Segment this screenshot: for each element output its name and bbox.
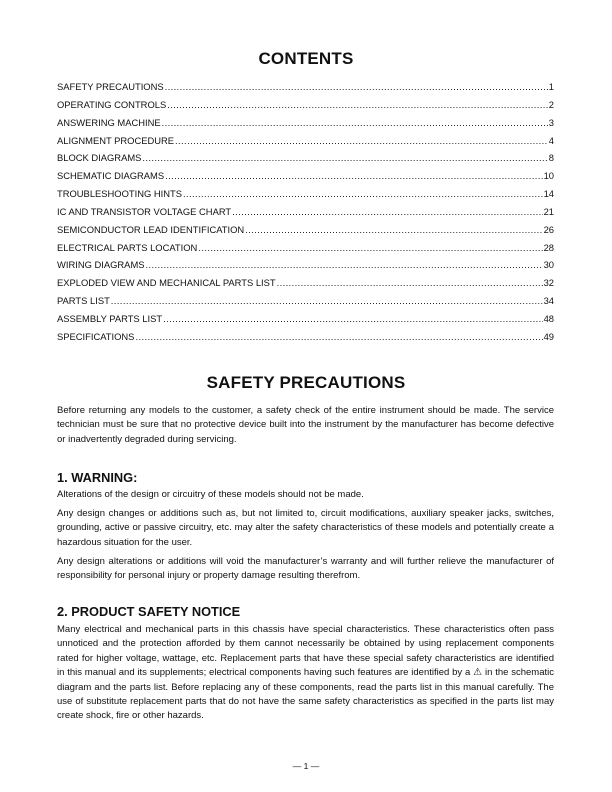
toc-page: 21 — [543, 205, 554, 217]
page-number: — 1 — — [292, 761, 320, 771]
warning-paragraph-2: Any design changes or additions such as, but not limited to, circuit modifications, auxiliary speaker jacks, switches, grounding, active or passive circuitry, etc. may alter the safety characteristics of these models and potentially create a hazardous situation for the user. — [57, 508, 554, 548]
toc-label: SAFETY PRECAUTIONS — [57, 81, 164, 92]
product-safety-notice-heading: 2. PRODUCT SAFETY NOTICE — [57, 604, 241, 619]
toc-label: ANSWERING MACHINE — [57, 116, 161, 128]
toc-entry[interactable] — [57, 152, 554, 170]
toc-entry[interactable] — [57, 313, 554, 331]
toc-entry[interactable] — [57, 206, 554, 224]
warning-paragraph-1: Alterations of the design or circuitry of these models should not be made. — [57, 489, 364, 500]
notice-text-after: in the schematic diagram and the parts list. Before replacing any of these components, read the parts list in this manual carefully. The use of substitute replacement parts that do not have the same safety characteristics as specified in the parts list may create shock, fire or other hazards. — [57, 667, 554, 722]
product-safety-notice-paragraph — [57, 623, 554, 724]
toc-page: 49 — [543, 330, 554, 342]
toc-leader — [277, 277, 543, 288]
toc-entry[interactable] — [57, 224, 554, 242]
toc-page: 3 — [548, 116, 554, 128]
toc-leader — [165, 81, 548, 92]
toc-page: 4 — [548, 134, 554, 146]
toc-leader — [232, 206, 542, 217]
toc-leader — [142, 152, 547, 163]
toc-entry[interactable] — [57, 170, 554, 188]
toc-entry[interactable] — [57, 99, 554, 117]
contents-title: CONTENTS — [258, 49, 354, 68]
warning-triangle-icon: ⚠ — [473, 667, 483, 679]
safety-precautions-title: SAFETY PRECAUTIONS — [206, 373, 406, 392]
toc-leader — [183, 188, 543, 199]
toc-page: 32 — [543, 277, 554, 289]
toc-label: ELECTRICAL PARTS LOCATION — [57, 241, 198, 253]
warning-paragraph-3: Any design alterations or additions will void the manufacturer’s warranty and will further relieve the manufacturer of responsibility for personal injury or property damage resulting therefrom. — [57, 556, 554, 582]
toc-label: ASSEMBLY PARTS LIST — [57, 312, 163, 324]
toc-leader — [165, 170, 542, 181]
toc-label: EXPLODED VIEW AND MECHANICAL PARTS LIST — [57, 277, 276, 289]
warning-heading: 1. WARNING: — [57, 470, 138, 485]
toc-page: 30 — [543, 259, 554, 271]
toc-entry[interactable] — [57, 135, 554, 153]
toc-leader — [175, 135, 548, 146]
toc-label: WIRING DIAGRAMS — [57, 259, 145, 271]
toc-page: 2 — [548, 98, 554, 110]
toc-page: 26 — [543, 223, 554, 235]
toc-label: SCHEMATIC DIAGRAMS — [57, 170, 165, 182]
toc-entry[interactable] — [57, 295, 554, 313]
toc-leader — [111, 295, 543, 306]
toc-page: 14 — [543, 188, 554, 200]
safety-intro-paragraph: Before returning any models to the customer, a safety check of the entire instrument should be made. The service technician must be sure that no protective device built into the instrument by the manufacturer has become defective or inadvertently degraded during servicing. — [57, 405, 554, 445]
toc-label: SPECIFICATIONS — [57, 330, 135, 342]
toc-label: BLOCK DIAGRAMS — [57, 152, 142, 164]
toc-leader — [135, 331, 542, 342]
toc-label: PARTS LIST — [57, 295, 110, 307]
toc-page: 10 — [543, 170, 554, 182]
notice-text-before: Many electrical and mechanical parts in this chassis have special characteristics. These characteristics often pass unnoticed and the protection afforded by them cannot necessarily be obtained by using replacement components rated for higher voltage, wattage, etc. Replacement parts that have these special safety characteristics are identified in this manual and its supplements; electrical components having such features are identified by a — [57, 624, 554, 679]
toc-leader — [245, 224, 542, 235]
toc-page: 1 — [548, 81, 554, 92]
toc-label: SEMICONDUCTOR LEAD IDENTIFICATION — [57, 223, 245, 235]
toc-leader — [163, 313, 542, 324]
toc-entry[interactable] — [57, 277, 554, 295]
toc-entry[interactable] — [57, 117, 554, 135]
toc-leader — [167, 99, 548, 110]
toc-entry[interactable] — [57, 188, 554, 206]
toc-leader — [198, 242, 542, 253]
table-of-contents — [57, 81, 554, 349]
toc-page: 34 — [543, 295, 554, 307]
toc-leader — [146, 259, 543, 270]
toc-leader — [162, 117, 548, 128]
toc-entry[interactable] — [57, 81, 554, 99]
toc-page: 48 — [543, 312, 554, 324]
toc-label: TROUBLESHOOTING HINTS — [57, 188, 183, 200]
toc-entry[interactable] — [57, 242, 554, 260]
toc-entry[interactable] — [57, 331, 554, 349]
toc-page: 28 — [543, 241, 554, 253]
toc-label: ALIGNMENT PROCEDURE — [57, 134, 175, 146]
toc-page: 8 — [548, 152, 554, 164]
toc-label: IC AND TRANSISTOR VOLTAGE CHART — [57, 205, 232, 217]
toc-entry[interactable] — [57, 259, 554, 277]
toc-label: OPERATING CONTROLS — [57, 98, 167, 110]
